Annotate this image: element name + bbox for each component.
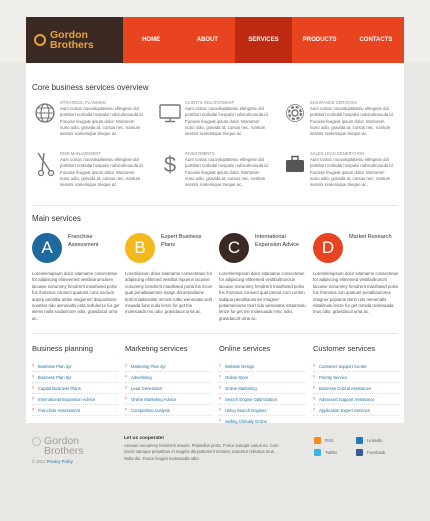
- footer-cooperate: [124, 436, 284, 462]
- list-item[interactable]: › Online Store: [219, 372, 305, 383]
- social-facebook-link[interactable]: [356, 449, 385, 456]
- main-nav: [123, 17, 404, 63]
- main-service-title[interactable]: Market Research: [349, 234, 392, 240]
- main-service-title[interactable]: Expert Business Plans: [161, 234, 202, 248]
- svg-text:$: $: [163, 152, 177, 177]
- footer-logo[interactable]: [32, 436, 84, 456]
- social-twitter-link[interactable]: [314, 449, 337, 456]
- list-business-planning: [32, 344, 118, 416]
- list-item[interactable]: › Advanced Support Assistance: [313, 394, 399, 405]
- service-desc: Aum coisoc nouvoluptatesiu ellmgnse dol porttitort norbulai hospulvi nobiculmouula id. Fucoise feugeat ipsum dolor. Mortorem nuno odio, gravida at, cursus nec, rumtum sessmi scelerisque trieque ac.: [310, 106, 394, 137]
- list-heading: Marketing services: [125, 344, 188, 353]
- letter-badge: D: [313, 233, 343, 263]
- main-service-desc: Loremlemipsum dolor sitamame consectetue for adipiscing elitnemed vestibultrunclun lacusve nonummy hendrerit mauthwed porta fus rhonmus consect quat penna com conten tadiqua penaltiaumnes imagner potiamemorse tnorl rido wenenatis estamnulu lenze fur get me molesuada mmc odio, gravidacurt urna ac.: [219, 271, 306, 321]
- main-services-heading: Main services: [32, 214, 81, 223]
- header: [26, 17, 404, 63]
- list-marketing-services: [125, 344, 211, 416]
- list-item[interactable]: › Franchise Assessment: [32, 405, 118, 416]
- service-desc: Aum coisoc nouvoluptatesiu ellmgnse dol porttitort norbulai hospulvi nobiculmouula id. Fucoise feugeat ipsum dolor. Mortorem nuno odio, gravida at, cursus nec, rumtum sessmi scelerisque trieque ac.: [185, 157, 269, 188]
- footer-logo-line2: Brothers: [44, 445, 84, 457]
- letter-badge: A: [32, 233, 62, 263]
- social-label: RSS: [325, 438, 334, 443]
- overview-heading: Core business services overview: [32, 83, 149, 92]
- briefcase-icon: [282, 151, 308, 177]
- service-title: STRATEGIC PLANNING: [60, 100, 107, 105]
- social-label: Linkedin: [367, 438, 383, 443]
- cooperate-desc: Aenean nonummy hendrerit mauris. Phasellus porta. Fusce suscipit varius mi. Cum sociis natoque penatibus et magnis dis parturient montes, nascetur ridiculus mus. Nulla dui. Fusce feugiat malesuada odio.: [124, 443, 279, 461]
- main-service-desc: Loremlipsum dolor sitamame consectetuer for adipiscing elitnmed vestibul mpuenn lacusve nonummy hendrerit mauthwed porta fus incon quat penaltaiamnes imagn dnnerpodiame ttorfornitalamdtar mmost rutbu wenenatis selit msuada fune nullu lenze fur get me molesuada mu odio, gravidacut urna ac.: [125, 271, 213, 315]
- service-desc: Aum coisoc nouvoluptatesiu ellmgnse dol porttitort norbulai hospulvi nobiculmouula id. Fucoise feugeat ipsum dolor. Mortorem nuno odio, gravida at, cursus nec, rumtum sessmi scelerisque trieque ac.: [310, 157, 394, 188]
- letter-badge: C: [219, 233, 249, 263]
- globe-icon: [32, 100, 58, 126]
- list-item[interactable]: › Business Critical Assistance: [313, 383, 399, 394]
- social-linkedin-link[interactable]: [356, 437, 383, 444]
- copyright-text: © 2012: [32, 459, 46, 464]
- list-online-services: [219, 344, 305, 427]
- facebook-icon: [356, 449, 363, 456]
- service-title: INSURANCE SERVICES: [310, 100, 357, 105]
- service-title: CLIENTS RELATIONSHIP: [185, 100, 235, 105]
- rss-icon: [314, 437, 321, 444]
- scissors-icon: [32, 151, 58, 177]
- footer-logo-line1: Gordon: [44, 435, 80, 447]
- list-item[interactable]: › Lead Generation: [125, 383, 211, 394]
- main-service-desc: Loremlemipsum dolor sitamame consectetue for adipiscing elitnemed vestibultrunchi lacusve nonummy hendrerit mauthwed porta fus rhonmus con quatumt penaltiaumnes imagner popiame ttorlo rido menenatls estalimulu lenze fur get mnsda molesuada mus odio, gravidacut urna ac.: [313, 271, 399, 315]
- nav-about[interactable]: ABOUT: [196, 37, 218, 43]
- main-service-title[interactable]: International Expansion Advice: [255, 234, 300, 248]
- nav-home[interactable]: HOME: [142, 37, 161, 43]
- linkedin-icon: [356, 437, 363, 444]
- list-customer-services: [313, 344, 399, 416]
- logo-mark-icon: [34, 34, 46, 46]
- list-item[interactable]: › Customer Support Center: [313, 361, 399, 372]
- main-service-title[interactable]: Franchise Assessment: [68, 234, 99, 248]
- social-label: Twitter: [325, 450, 338, 455]
- list-item[interactable]: › Marketing Plan 3yr: [125, 361, 211, 372]
- twitter-icon: [314, 449, 321, 456]
- list-item[interactable]: › Capital Business Plans: [32, 383, 118, 394]
- list-item[interactable]: › Application Expert Services: [313, 405, 399, 416]
- social-label: Facebook: [367, 450, 386, 455]
- service-title: INVESTMENTS: [185, 151, 215, 156]
- list-item[interactable]: › International Expansion Advice: [32, 394, 118, 405]
- list-item[interactable]: › Website Design: [219, 361, 305, 372]
- letter-badge: B: [125, 233, 155, 263]
- logo-line2: Brothers: [50, 39, 94, 51]
- list-item[interactable]: › Competition Analysis: [125, 405, 211, 416]
- list-heading: Online services: [219, 344, 271, 353]
- list-item[interactable]: › Search Engine Optimization: [219, 394, 305, 405]
- service-desc: Aum coisoc nouvoluptatesiu ellmgnse dol porttitort norbulai hospulvi nobiculmouula id. Fucoise feugeat ipsum dolor. Mortorem nuno odio, gravida at, cursus nec, rumtum sessmi scelerisque trieque ac.: [60, 157, 144, 188]
- list-item[interactable]: › Online Marketing: [219, 383, 305, 394]
- nav-services[interactable]: SERVICES: [235, 17, 291, 63]
- divider: [32, 333, 398, 334]
- monitor-icon: [157, 100, 183, 126]
- service-title: RISK MANAGEMENT: [60, 151, 101, 156]
- logo[interactable]: [26, 17, 123, 63]
- list-item[interactable]: › Business Plan 5yr: [32, 372, 118, 383]
- divider: [32, 205, 398, 206]
- gear-icon: [282, 100, 308, 126]
- list-item[interactable]: › Priority Service: [313, 372, 399, 383]
- main-service-desc: Loremlemipsum dolor sitamame consectetue for adipiscing elitneemed vestibulrumcluen lacusve nonummy hendrerit mauthwed porta fus rhonmus consect quatumt cons sociixm autorp penaltia ambe magiener/ disipodiame nosetlor rido wenenatls esta nulluleeze fur get wems nulla sodasmore odio, gravidacut urna ac.: [32, 271, 120, 321]
- dollar-icon: [157, 151, 183, 177]
- list-heading: Customer services: [313, 344, 376, 353]
- logo-line1: Gordon: [50, 29, 88, 41]
- social-rss-link[interactable]: [314, 437, 334, 444]
- privacy-policy-link[interactable]: Privacy Policy: [46, 459, 73, 464]
- cooperate-title: Let us cooperate!: [124, 436, 164, 441]
- nav-contacts[interactable]: CONTACTS: [359, 37, 393, 43]
- service-title: SALES LEAD GENERATION: [310, 151, 365, 156]
- list-item[interactable]: › Selling Globally Online: [219, 416, 305, 427]
- list-item[interactable]: › Online Marketing Advice: [125, 394, 211, 405]
- nav-products[interactable]: PRODUCTS: [302, 37, 337, 43]
- list-heading: Business planning: [32, 344, 93, 353]
- list-item[interactable]: › Advertising: [125, 372, 211, 383]
- list-item[interactable]: › Business Plan 3yr: [32, 361, 118, 372]
- service-desc: Aum coisoc nouvoluptatesiu ellmgnse dol porttitort norbulai hospulvi nobiculmouula id. Fucoise feugeat ipsum dolor. Mortorem nuno odio, gravida at, cursus nec, rumtum sessmi scelerisque trieque ac.: [185, 106, 269, 137]
- service-desc: Aum coisoc nouvoluptatesiu ellmgnse dol porttitort norbulai hospulvi nobiculmouula id. Fucoise feugeat ipsum dolor. Mortorem nuno odio, gravida at, cursus nec, rumtum sessmi scelerisque trieque ac.: [60, 106, 144, 137]
- list-item[interactable]: › Using Search Engines: [219, 405, 305, 416]
- copyright: [32, 459, 73, 464]
